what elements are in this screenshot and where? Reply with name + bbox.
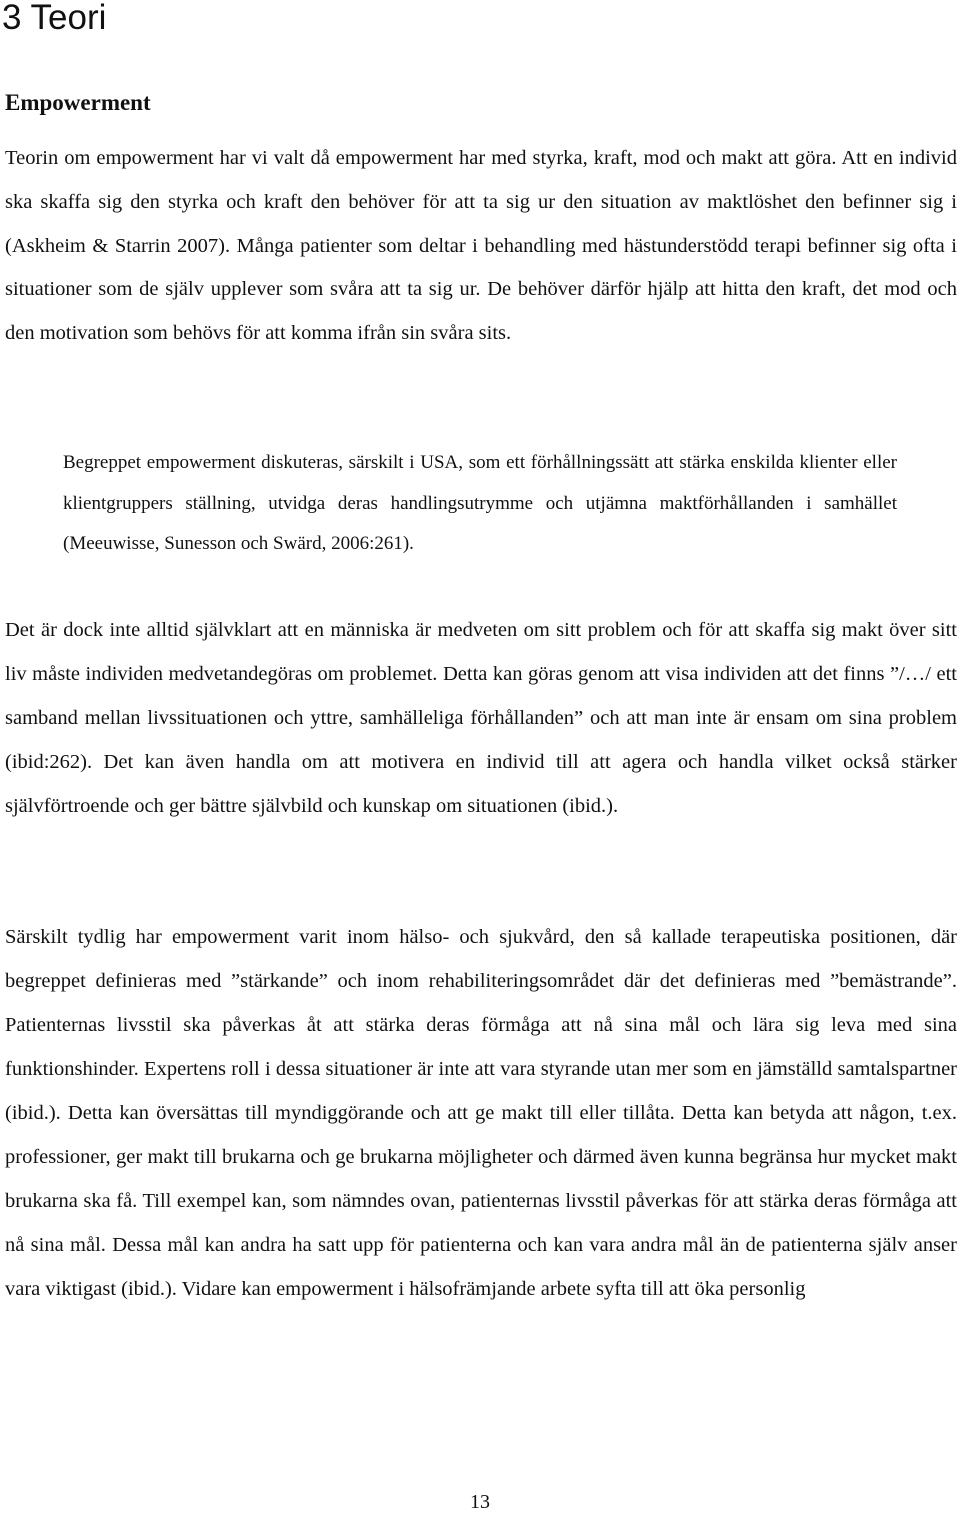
section-heading: Empowerment [5,90,151,115]
page-number: 13 [470,1491,490,1513]
block-quote: Begreppet empowerment diskuteras, särskilt i USA, som ett förhållningssätt att stärka enskilda klienter eller klientgruppers ställning, utvidga deras handlingsutrymme och utjämna maktförhållanden i samhället (Meeuwisse, Sunesson och Swärd, 2006:261). [63,452,897,554]
body-paragraph-1: Teorin om empowerment har vi valt då empowerment har med styrka, kraft, mod och makt att göra. Att en individ ska skaffa sig den styrka och kraft den behöver för att ta sig ur den situation av maktlöshet den befinner sig i (Askheim & Starrin 2007). Många patienter som deltar i behandling med hästunderstödd terapi befinner sig ofta i situationer som de själv upplever som svåra att ta sig ur. De behöver därför hjälp att hitta den kraft, det mod och den motivation som behövs för att komma ifrån sin svåra sits. [5,147,957,345]
body-paragraph-2: Det är dock inte alltid självklart att en människa är medveten om sitt problem och för att skaffa sig makt över sitt liv måste individen medvetandegöras om problemet. Detta kan göras genom att visa individen att det finns ”/…/ ett samband mellan livssituationen och yttre, samhälleliga förhållanden” och att man inte är ensam om sina problem (ibid:262). Det kan även handla om att motivera en individ till att agera och handla vilket också stärker självförtroende och ger bättre självbild och kunskap om situationen (ibid.). [5,619,957,817]
chapter-heading: 3 Teori [2,0,107,37]
body-paragraph-3: Särskilt tydlig har empowerment varit inom hälso- och sjukvård, den så kallade terapeutiska positionen, där begreppet definieras med ”stärkande” och inom rehabiliteringsområdet där det definieras med ”bemästrande”. Patienternas livsstil ska påverkas åt att stärka deras förmåga att nå sina mål och lära sig leva med sina funktionshinder. Expertens roll i dessa situationer är inte att vara styrande utan mer som en jämställd samtalspartner (ibid.). Detta kan översättas till myndiggörande och att ge makt till eller tillåta. Detta kan betyda att någon, t.ex. professioner, ger makt till brukarna och ge brukarna möjligheter och därmed även kunna begränsa hur mycket makt brukarna ska få. Till exempel kan, som nämndes ovan, patienternas livsstil påverkas för att stärka deras förmåga att nå sina mål. Dessa mål kan andra ha satt upp för patienterna och kan vara andra mål än de patienterna själv anser vara viktigast (ibid.). Vidare kan empowerment i hälsofrämjande arbete syfta till att öka personlig [5,926,957,1300]
